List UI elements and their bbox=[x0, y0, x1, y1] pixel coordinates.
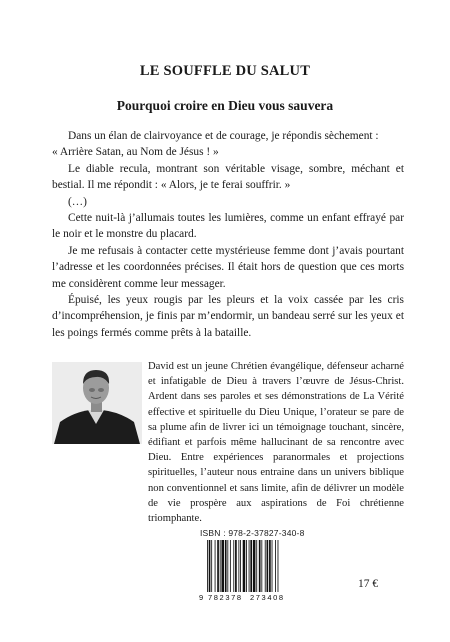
barcode-bar bbox=[217, 540, 219, 592]
barcode-bars bbox=[207, 540, 278, 592]
barcode-bar bbox=[272, 540, 273, 592]
barcode-lead-digit: 9 bbox=[199, 593, 204, 602]
barcode-bar bbox=[261, 540, 262, 592]
excerpt-paragraph: Je me refusais à contacter cette mystérieuse femme dont j’avais pourtant l’adresse et les coordonnées précises. Il était hors de question que ces morts me considèrent comme leur messager. bbox=[52, 244, 404, 290]
barcode-bar bbox=[220, 540, 221, 592]
barcode-bar bbox=[278, 540, 279, 592]
barcode-bar bbox=[256, 540, 257, 592]
book-subtitle: Pourquoi croire en Dieu vous sauvera bbox=[116, 98, 334, 113]
barcode-bar bbox=[243, 540, 246, 592]
barcode-bar bbox=[209, 540, 211, 592]
barcode-bar bbox=[227, 540, 228, 592]
barcode-bar bbox=[207, 540, 208, 592]
excerpt-paragraph: « Arrière Satan, au Nom de Jésus ! » bbox=[52, 146, 219, 159]
barcode-bar bbox=[225, 540, 227, 592]
excerpt-paragraph: (…) bbox=[68, 195, 87, 208]
back-cover-excerpt bbox=[52, 128, 404, 341]
excerpt-paragraph: Le diable recula, montrant son véritable visage, sombre, méchant et bestial. Il me répondit : « Alors, je te ferai souffrir. » bbox=[52, 162, 404, 192]
barcode-bar bbox=[235, 540, 237, 592]
barcode-bar bbox=[259, 540, 261, 592]
excerpt-paragraph: Dans un élan de clairvoyance et de courage, je répondis sèchement : bbox=[68, 130, 379, 142]
author-portrait-icon bbox=[52, 362, 142, 444]
barcode-bar bbox=[246, 540, 247, 592]
barcode-bar bbox=[233, 540, 234, 592]
barcode-bar bbox=[250, 540, 252, 592]
barcode-bar bbox=[267, 540, 269, 592]
author-photo bbox=[52, 362, 142, 444]
barcode-bar bbox=[221, 540, 224, 592]
barcode-bar bbox=[253, 540, 256, 592]
barcode-bar bbox=[211, 540, 212, 592]
price-label: 17 € bbox=[358, 578, 379, 590]
author-bio bbox=[148, 359, 404, 526]
book-title: LE SOUFFLE DU SALUT bbox=[139, 63, 311, 79]
author-bio-text: David est un jeune Chrétien évangélique, défenseur acharné et infatigable de Dieu à travers l’œuvre de Jésus-Christ. Ardent dans ses paroles et ses démonstrations de La Vérité effective et spirituelle du Dieu Unique, l’orateur se pare de sa plume afin de livrer ici un témoignage touchant, sincère, édifiant et parfois même hallucinant de sa rencontre avec Dieu. Entre expériences paranormales et projections spirituelles, l’auteur nous entraine dans un univers biblique non conventionnel et sans limite, afin de délivrer un modèle de vie prospère aux aspirations de Foi chrétienne triomphante. bbox=[148, 361, 404, 525]
barcode-left-digits: 782378 bbox=[208, 593, 243, 602]
barcode-bar bbox=[230, 540, 231, 592]
barcode-bar bbox=[215, 540, 216, 592]
barcode-bar bbox=[265, 540, 266, 592]
barcode-bar bbox=[240, 540, 241, 592]
barcode-bar bbox=[275, 540, 276, 592]
barcode-bar bbox=[238, 540, 239, 592]
isbn-label: ISBN : 978-2-37827-340-8 bbox=[200, 528, 305, 538]
barcode bbox=[198, 540, 296, 602]
barcode-right-digits: 273408 bbox=[250, 593, 285, 602]
barcode-bar bbox=[249, 540, 250, 592]
excerpt-paragraph: Cette nuit-là j’allumais toutes les lumières, comme un enfant effrayé par le noir et le monstre du placard. bbox=[52, 212, 404, 241]
barcode-bar bbox=[269, 540, 271, 592]
excerpt-paragraph: Épuisé, les yeux rougis par les pleurs et la voix cassée par les cris d’incompréhension, je finis par m’endormir, un bandeau serré sur les yeux et les poings fermés comme prêts à la bataille. bbox=[52, 294, 404, 339]
